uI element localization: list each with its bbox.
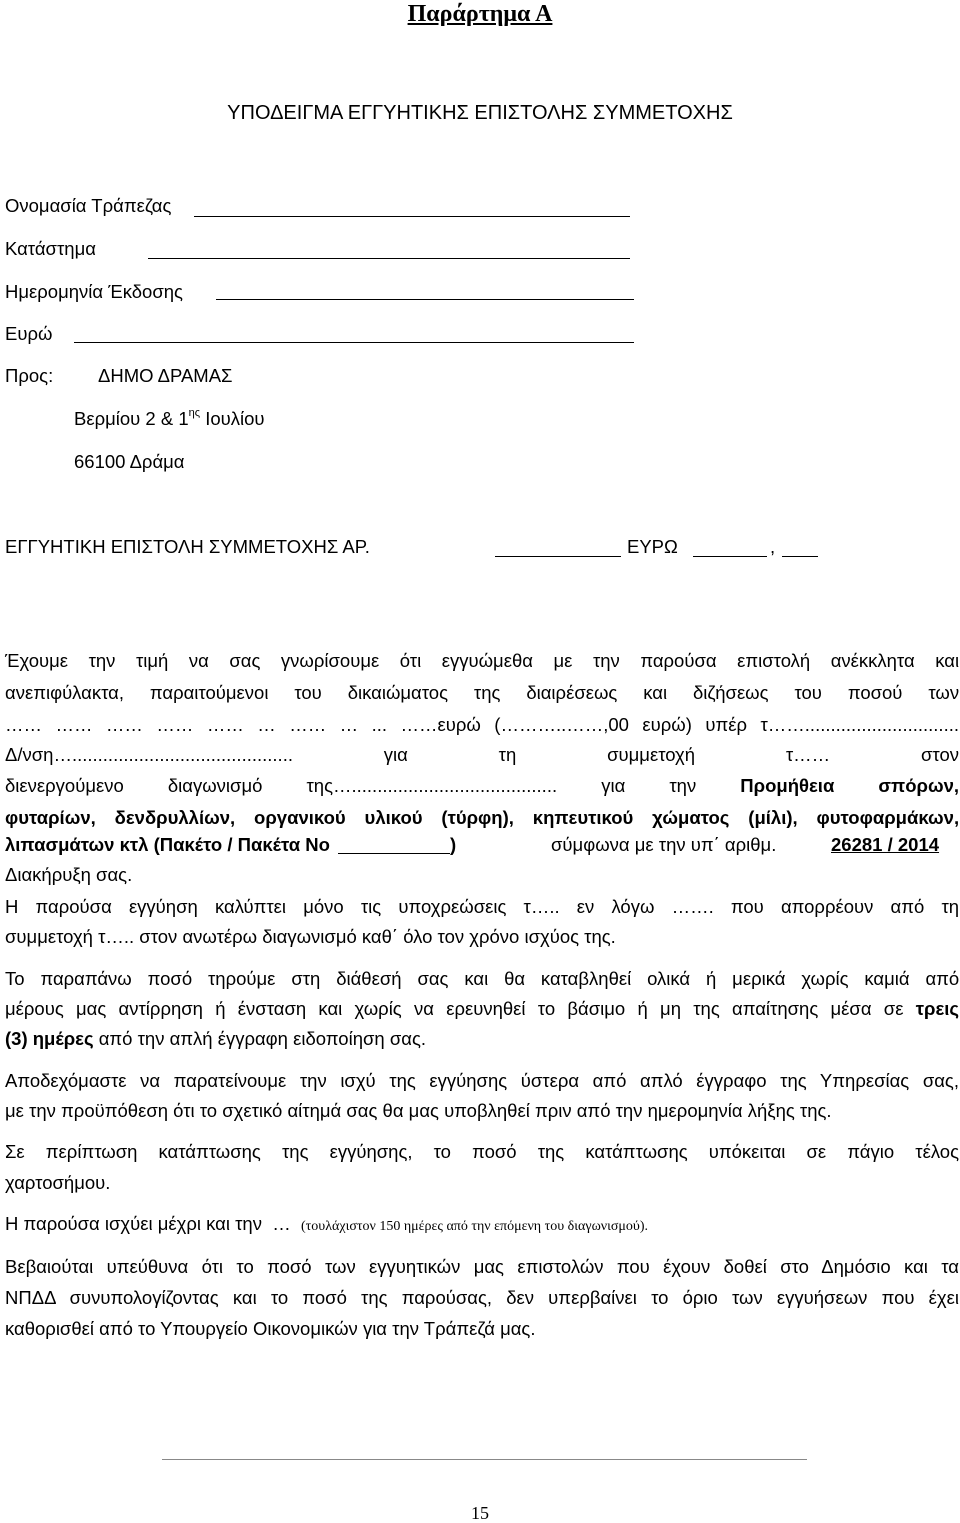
word: της [473,682,501,703]
paragraph-1-line-2 [5,684,959,703]
word: (τύρφη), [441,807,514,828]
word: φυταρίων, [5,807,96,828]
word: στον [920,744,959,765]
word: από [925,968,960,989]
word: μερικά [732,968,786,989]
word: παραπάνω [40,968,132,989]
word: ……. [671,896,714,917]
word: καταβληθεί [540,968,632,989]
word: …… [206,714,244,735]
paragraph-6-line-3: καθορισθεί από το Υπουργείο Οικονομικών για την Τράπεζά μας. [5,1318,536,1339]
issue-date-blank [216,299,634,300]
word: φυτοφαρμάκων, [816,807,960,828]
word: υπόκειται [708,1141,786,1162]
word: δικαιώματος [347,682,448,703]
word: τις [360,896,382,917]
word: (μίλι), [748,807,798,828]
word: …… [105,714,143,735]
declaration-number: 26281 / 2014 [831,834,940,855]
issue-date-label: Ημερομηνία Έκδοσης [5,281,183,302]
word: κατάπτωσης [585,1141,688,1162]
paragraph-1-line-8: Διακήρυξη σας. [5,864,133,885]
word: επιστολή [737,650,811,671]
guarantee-euro-label: ΕΥΡΩ [627,536,678,557]
word: ποσό [147,968,193,989]
word: τηρούμε [208,968,276,989]
footer-divider [162,1459,807,1460]
paragraph-3-line-1: Αποδεχόμαστε να παρατείνουμε την ισχύ της εγγύησης ύστερα από απλό έγγραφο της Υπηρεσίας σας, [5,1070,959,1091]
word: γνωρίσουμε [280,650,380,671]
word: …… [289,714,327,735]
word: οργανικού [254,807,346,828]
recipient-to-label: Προς: [5,365,54,386]
word: τ…… [785,744,831,765]
word: τέλος [915,1141,959,1162]
word: τη [498,744,517,765]
word: εν [576,896,595,917]
bank-name-label: Ονομασία Τράπεζας [5,195,172,216]
word: παρούσα [640,650,717,671]
word: που [730,896,764,917]
paragraph-1-line-7: λιπασμάτων κτλ (Πακέτο / Πακέτα Νο ) [5,834,457,855]
paragraph-1-line-1 [5,652,959,671]
word: … [257,714,276,735]
word: τιμή [135,650,169,671]
word: στη [291,968,321,989]
word: της [281,1141,309,1162]
paragraph-2-line-2: μέρους μας αντίρρηση ή ένσταση και χωρίς να ερευνηθεί το βάσιμο ή μη της απαίτησης μέσα σε τρεις [5,998,960,1019]
word: καμιά [864,968,910,989]
word: Το [5,968,25,989]
word: ποσού [847,682,903,703]
paragraph-6-line-2: ΝΠΔΔ συνυπολογίζοντας και το ποσό της παρούσας, δεν υπερβαίνει το όριο των εγγυήσεων που έχει [5,1287,959,1308]
word: …… [156,714,194,735]
word: διαιρέσεως [526,682,618,703]
word: να [188,650,209,671]
word: τη [941,896,960,917]
word: ή [706,968,717,989]
paragraph-5: Η παρούσα ισχύει μέχρι και την … (τουλάχιστον 150 ημέρες από την επόμενη του διαγωνισμού). [5,1213,649,1234]
recipient-name: ΔΗΜΟ ΔΡΑΜΑΣ [98,365,233,386]
word: διζήσεως [693,682,769,703]
page-title: Παράρτημα Α [407,1,553,27]
word: Έχουμε [5,650,69,671]
guarantee-number-label: ΕΓΓΥΗΤΙΚΗ ΕΠΙΣΤΟΛΗ ΣΥΜΜΕΤΟΧΗΣ ΑΡ. [5,536,370,557]
word: τ….. [523,896,560,917]
euro-label: Ευρώ [5,323,53,344]
word: σε [806,1141,827,1162]
word: Σε [5,1141,25,1162]
paragraph-1-line-6 [5,809,959,828]
word: και [464,968,489,989]
word: ποσό [472,1141,517,1162]
recipient-street: Βερμίου 2 & $1^{\eta\varsigma}$ Ιουλίου [74,407,265,429]
word: διάθεσή [336,968,402,989]
paragraph-2-line-1 [5,970,959,989]
word: υποχρεώσεις [398,896,507,917]
paragraph-2-line-3: (3) ημέρες από την απλή έγγραφη ειδοποίηση σας. [5,1028,426,1049]
word: της [537,1141,565,1162]
euro-blank [74,342,634,343]
paragraph-1-line-3 [5,716,959,735]
word: μόνο [303,896,344,917]
word: συμμετοχή [607,744,696,765]
word: τ…….............................. [760,714,959,735]
paragraph-1-line-9 [5,898,959,917]
word: καλύπτει [214,896,287,917]
word: δενδρυλλίων, [114,807,236,828]
word: … [339,714,359,735]
word: ολικά [647,968,691,989]
paragraph-1-line-7-ref: σύμφωνα με την υπ΄ αριθμ. [551,834,777,855]
page-number: 15 [471,1503,489,1523]
word: του [794,682,822,703]
word: παραιτούμενοι [149,682,269,703]
branch-blank [148,258,630,259]
word: …… [5,714,42,735]
word: σας [229,650,261,671]
paragraph-1-line-5: διενεργούμενο διαγωνισμό της…........................................ για την Προμήθεια σπόρων, [5,775,960,796]
word: ... [371,714,388,735]
word: λόγω [611,896,655,917]
bank-name-blank [194,216,630,217]
package-number-blank [338,837,450,854]
word: παρούσα [35,896,112,917]
word: ……ευρώ [400,714,481,735]
word: για [383,744,408,765]
word: σας [417,968,449,989]
word: και [935,650,960,671]
word: ανέκκλητα [830,650,915,671]
paragraph-1-line-4 [5,746,959,765]
word: χώματος [652,807,730,828]
word: Δ/νση…........................................... [5,744,293,765]
word: κατάπτωσης [158,1141,261,1162]
word: (………..……,00 [494,714,629,735]
guarantee-comma: , [770,536,776,557]
word: το [433,1141,451,1162]
branch-label: Κατάστημα [5,238,96,259]
document-heading: ΥΠΟΔΕΙΓΜΑ ΕΓΓΥΗΤΙΚΗΣ ΕΠΙΣΤΟΛΗΣ ΣΥΜΜΕΤΟΧΗΣ [227,102,733,124]
word: πάγιο [847,1141,895,1162]
word: την [88,650,116,671]
guarantee-extra-blank [782,556,818,557]
word: εγγύησης, [329,1141,413,1162]
word: του [294,682,322,703]
word: εγγυώμεθα [441,650,533,671]
word: Η [5,896,19,917]
word: με [553,650,573,671]
paragraph-3-line-2: με την προϋπόθεση ότι το σχετικό αίτημά σας θα μας υποβληθεί πριν από την ημερομηνία λήξης της. [5,1100,832,1121]
word: θα [504,968,526,989]
guarantee-amount-blank [693,556,767,557]
word: την [592,650,620,671]
paragraph-6-line-1: Βεβαιούται υπεύθυνα ότι το ποσό των εγγυητικών μας επιστολών που έχουν δοθεί στο Δημόσιο και τα [5,1256,959,1277]
word: περίπτωση [45,1141,138,1162]
word: χωρίς [801,968,849,989]
recipient-city: 66100 Δράμα [74,451,185,472]
guarantee-number-blank [495,556,621,557]
word: κηπευτικού [532,807,634,828]
word: απορρέουν [780,896,874,917]
word: ότι [399,650,422,671]
word: εγγύηση [128,896,198,917]
word: …… [55,714,93,735]
word: ευρώ) [642,714,692,735]
word: από [890,896,925,917]
word: και [643,682,668,703]
paragraph-1-line-10: συμμετοχή τ….. στον ανωτέρω διαγωνισμό καθ΄ όλο τον χρόνο ισχύος της. [5,926,616,947]
word: υλικού [364,807,423,828]
paragraph-4-line-2: χαρτοσήμου. [5,1172,111,1193]
word: των [928,682,960,703]
word: υπέρ [705,714,748,735]
paragraph-4-line-1 [5,1143,959,1162]
word: ανεπιφύλακτα, [5,682,124,703]
